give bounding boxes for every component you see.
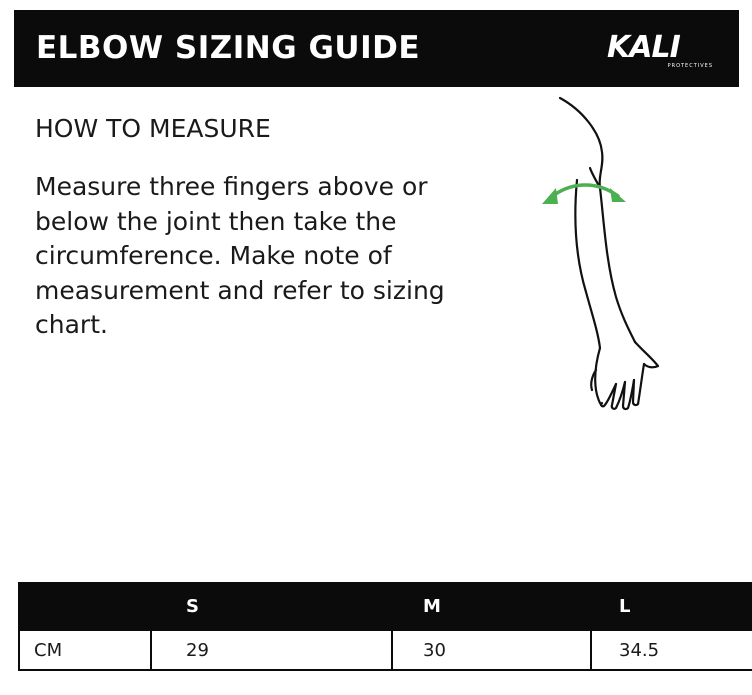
size-value-l: 34.5 bbox=[591, 630, 752, 670]
size-chart-table bbox=[18, 582, 752, 671]
page-title: ELBOW SIZING GUIDE bbox=[36, 30, 421, 66]
brand-logo bbox=[607, 32, 717, 72]
size-column-header-unit bbox=[19, 583, 151, 630]
arm-measurement-icon bbox=[530, 92, 680, 412]
table-row bbox=[19, 630, 752, 670]
size-value-m: 30 bbox=[392, 630, 591, 670]
brand-logo-word: KALI bbox=[607, 30, 680, 65]
measure-instructions: Measure three fingers above or below the joint then take the circumference. Make note of measurement and refer to sizing chart. bbox=[35, 172, 445, 339]
size-column-header-s: S bbox=[151, 583, 392, 630]
header-bar bbox=[14, 10, 739, 87]
size-column-header-m: M bbox=[392, 583, 591, 630]
size-chart-header-row bbox=[19, 583, 752, 630]
size-value-s: 29 bbox=[151, 630, 392, 670]
size-column-header-l: L bbox=[591, 583, 752, 630]
brand-logo-subtitle: PROTECTIVES bbox=[667, 63, 713, 69]
size-row-unit-label: CM bbox=[19, 630, 151, 670]
how-to-measure-heading: HOW TO MEASURE bbox=[35, 114, 271, 143]
